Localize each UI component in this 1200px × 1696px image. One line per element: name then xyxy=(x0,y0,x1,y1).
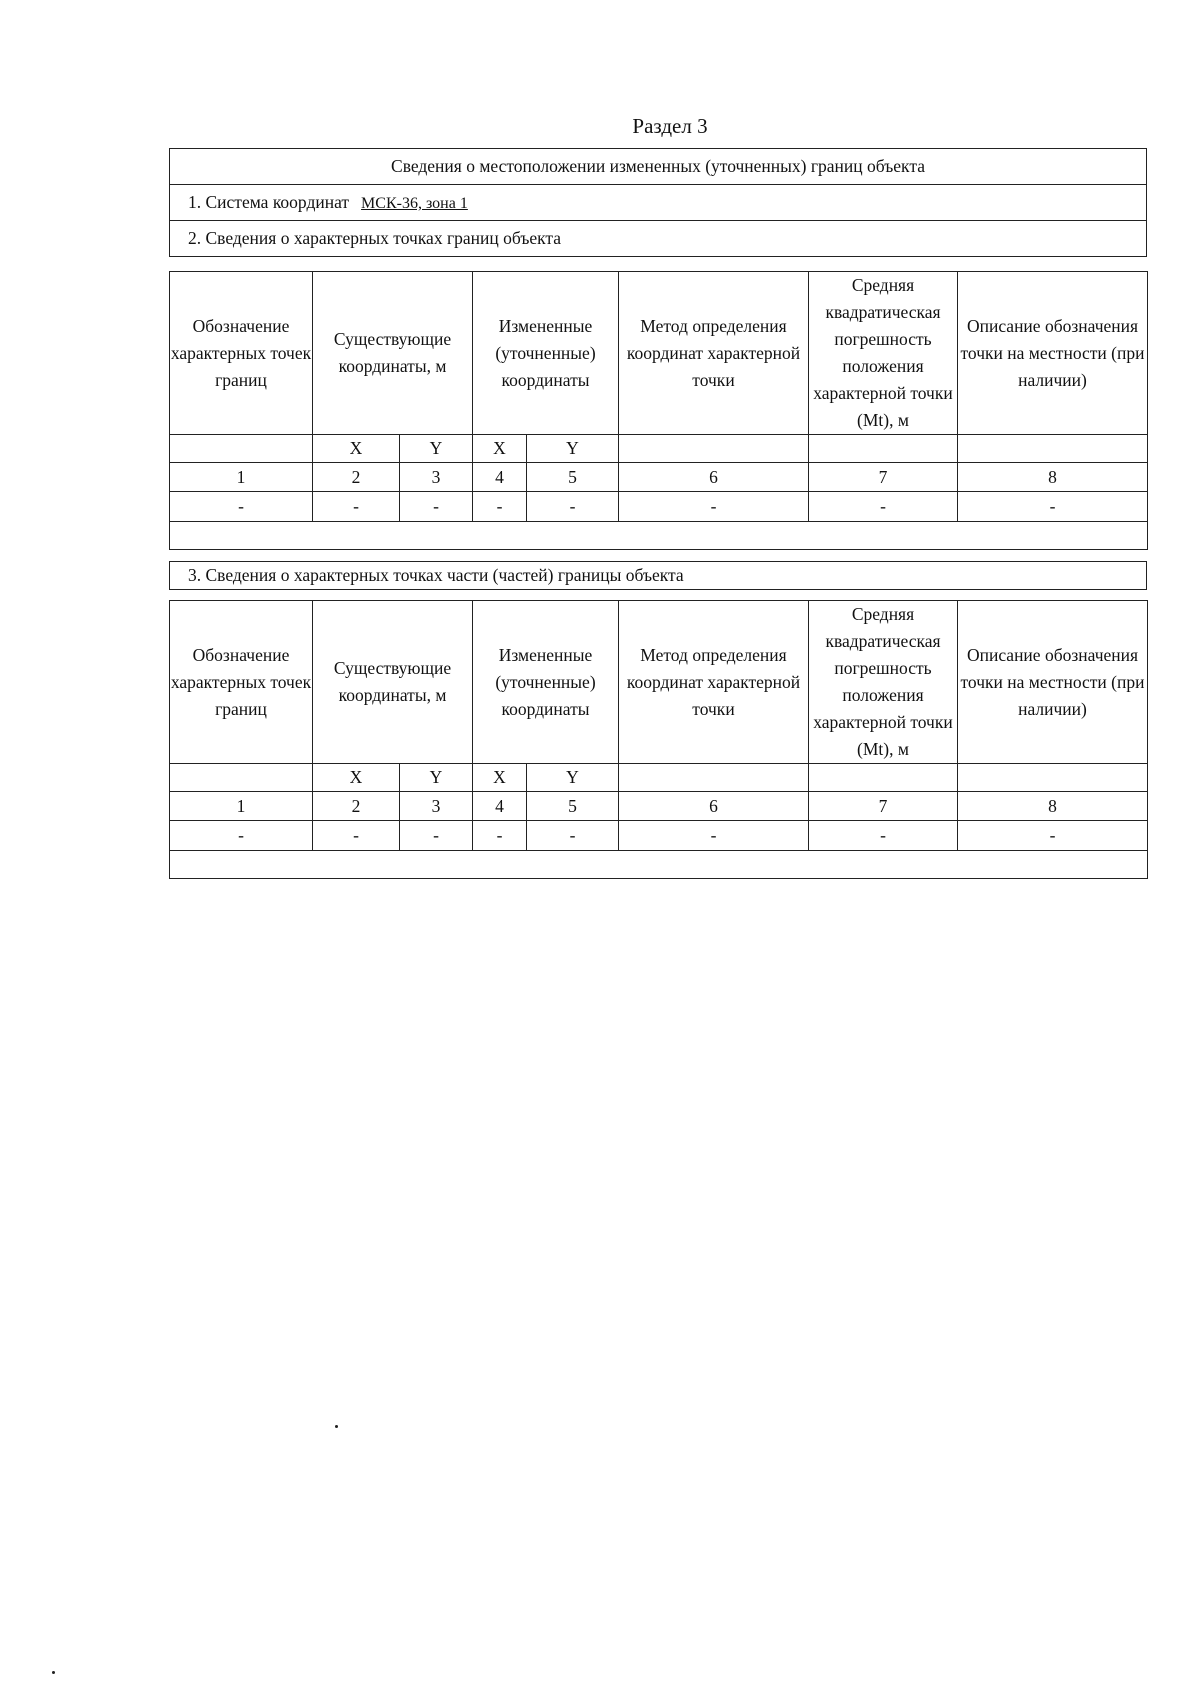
col-existing-coords: Существующие координаты, м xyxy=(313,601,473,764)
axis-y: Y xyxy=(527,764,619,792)
section-title: Раздел 3 xyxy=(632,114,708,138)
table-cell: - xyxy=(313,821,400,851)
column-number: 3 xyxy=(400,463,473,492)
table-cell: - xyxy=(619,492,809,522)
coordinate-system-label: 1. Система координат xyxy=(188,192,350,212)
part-points-header xyxy=(169,561,1147,590)
axis-cell xyxy=(619,764,809,792)
col-point-label: Обозначение характерных точек границ xyxy=(170,272,313,435)
axis-cell xyxy=(958,435,1148,463)
column-number: 7 xyxy=(809,463,958,492)
coordinate-system-value: МСК-36, зона 1 xyxy=(361,195,468,212)
table-cell: - xyxy=(400,492,473,522)
axis-cell xyxy=(809,764,958,792)
empty-row xyxy=(170,522,1148,550)
column-number: 6 xyxy=(619,463,809,492)
axis-cell xyxy=(809,435,958,463)
scan-speck xyxy=(335,1425,338,1428)
col-method: Метод определения координат характерной точки xyxy=(619,272,809,435)
column-number: 1 xyxy=(170,463,313,492)
boundary-points-table xyxy=(169,271,1147,550)
table-cell: - xyxy=(473,492,527,522)
column-number: 8 xyxy=(958,463,1148,492)
table-cell: - xyxy=(809,821,958,851)
boundary-title: Сведения о местоположении измененных (уточненных) границ объекта xyxy=(170,149,1147,185)
table-cell: - xyxy=(809,492,958,522)
col-changed-coords: Измененные (уточненные) координаты xyxy=(473,272,619,435)
table-cell: - xyxy=(473,821,527,851)
coordinate-system-row xyxy=(170,185,1147,221)
part-points-table xyxy=(169,600,1147,879)
table-cell: - xyxy=(170,821,313,851)
column-number: 4 xyxy=(473,463,527,492)
col-method: Метод определения координат характерной точки xyxy=(619,601,809,764)
axis-cell xyxy=(619,435,809,463)
axis-x: X xyxy=(473,435,527,463)
col-description: Описание обозначения точки на местности (при наличии) xyxy=(958,601,1148,764)
axis-y: Y xyxy=(400,764,473,792)
col-description: Описание обозначения точки на местности (при наличии) xyxy=(958,272,1148,435)
axis-y: Y xyxy=(400,435,473,463)
table-cell: - xyxy=(527,492,619,522)
column-number: 5 xyxy=(527,792,619,821)
empty-row xyxy=(170,851,1148,879)
col-point-label: Обозначение характерных точек границ xyxy=(170,601,313,764)
axis-y: Y xyxy=(527,435,619,463)
axis-cell xyxy=(170,764,313,792)
column-number: 2 xyxy=(313,463,400,492)
table-cell: - xyxy=(619,821,809,851)
boundary-info-header xyxy=(169,148,1147,257)
part-points-title: 3. Сведения о характерных точках части (частей) границы объекта xyxy=(170,562,1147,590)
table-cell: - xyxy=(313,492,400,522)
table-cell: - xyxy=(527,821,619,851)
column-number: 8 xyxy=(958,792,1148,821)
col-mean-error: Средняя квадратическая погрешность положения характерной точки (Mt), м xyxy=(809,272,958,435)
column-number: 7 xyxy=(809,792,958,821)
column-number: 3 xyxy=(400,792,473,821)
axis-x: X xyxy=(473,764,527,792)
axis-x: X xyxy=(313,435,400,463)
table-cell: - xyxy=(400,821,473,851)
column-number: 2 xyxy=(313,792,400,821)
col-changed-coords: Измененные (уточненные) координаты xyxy=(473,601,619,764)
table-cell: - xyxy=(958,492,1148,522)
column-number: 4 xyxy=(473,792,527,821)
col-mean-error: Средняя квадратическая погрешность положения характерной точки (Mt), м xyxy=(809,601,958,764)
table-cell: - xyxy=(170,492,313,522)
boundary-points-title: 2. Сведения о характерных точках границ объекта xyxy=(170,221,1147,257)
column-number: 6 xyxy=(619,792,809,821)
axis-x: X xyxy=(313,764,400,792)
axis-cell xyxy=(170,435,313,463)
col-existing-coords: Существующие координаты, м xyxy=(313,272,473,435)
column-number: 1 xyxy=(170,792,313,821)
column-number: 5 xyxy=(527,463,619,492)
table-cell: - xyxy=(958,821,1148,851)
scan-speck xyxy=(52,1671,55,1674)
axis-cell xyxy=(958,764,1148,792)
